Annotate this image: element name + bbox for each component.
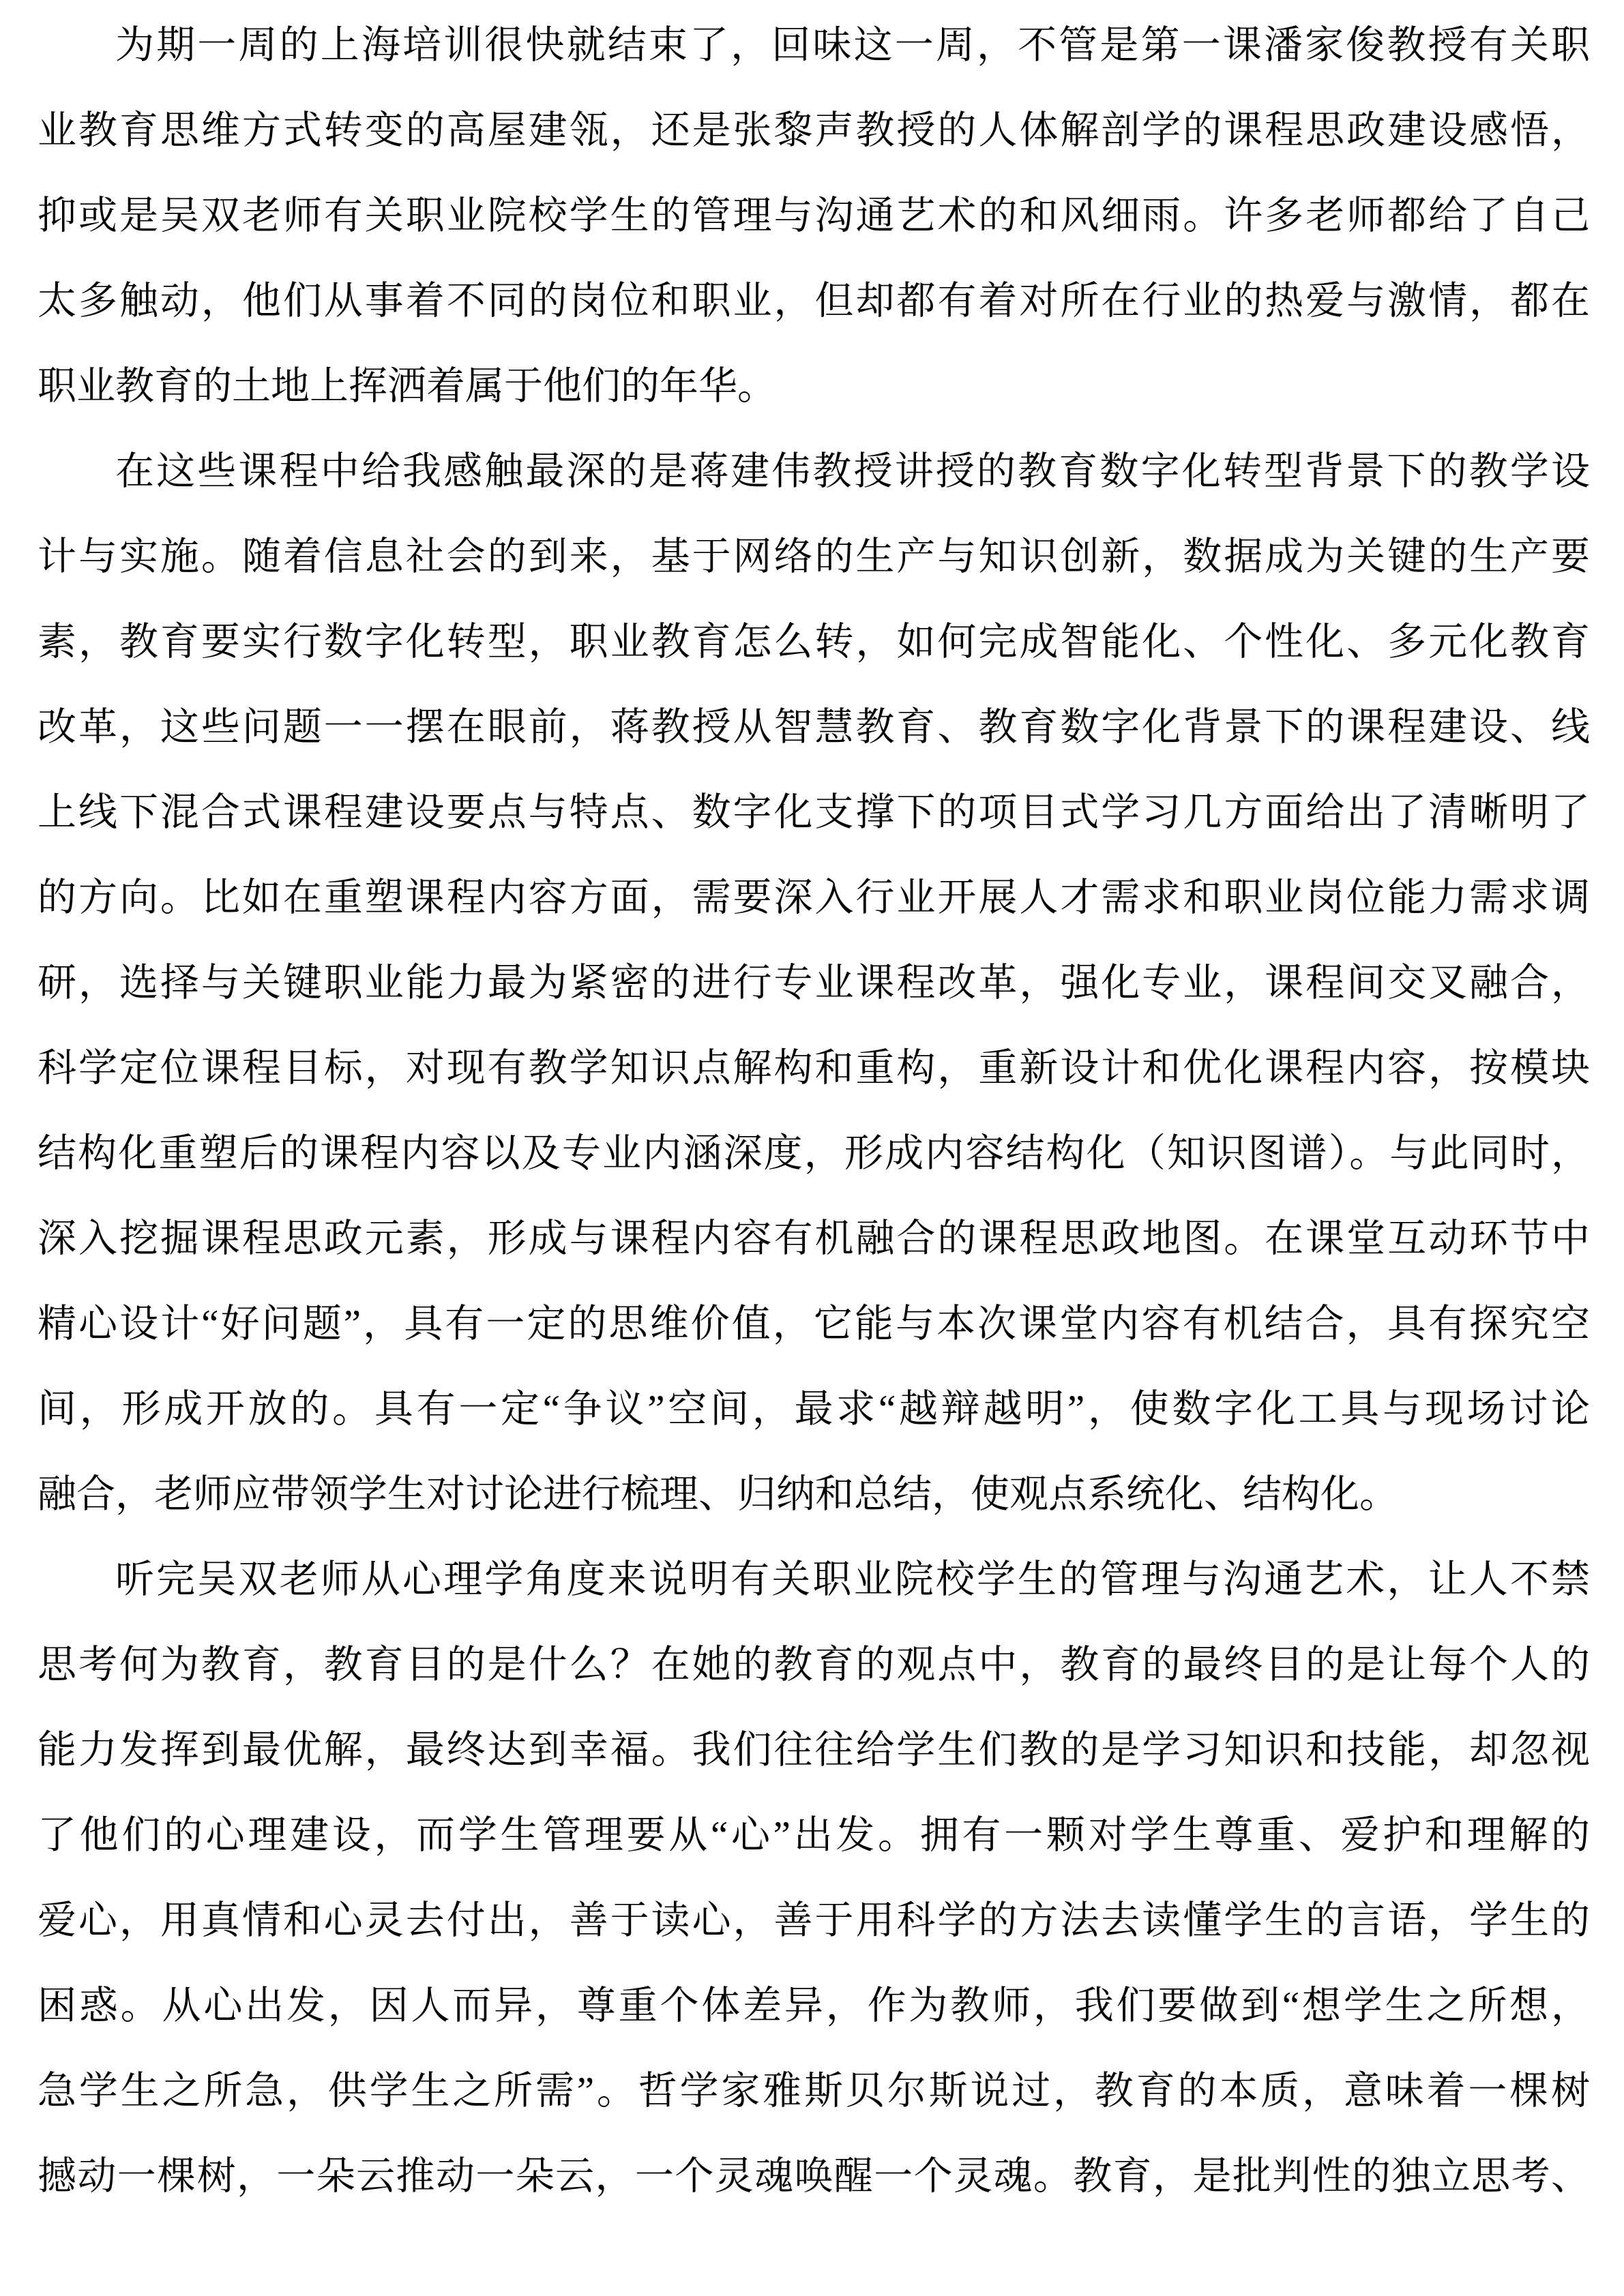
- text-line: 的方向。比如在重塑课程内容方面，需要深入行业开展人才需求和职业岗位能力需求调: [38, 876, 1590, 919]
- paragraph-1: [38, 3, 1590, 429]
- text-line: 撼动一棵树，一朵云推动一朵云，一个灵魂唤醒一个灵魂。教育，是批判性的独立思考、: [38, 2155, 1590, 2198]
- text-line: 计与实施。随着信息社会的到来，基于网络的生产与知识创新，数据成为关键的生产要: [38, 535, 1590, 578]
- text-line: 抑或是吴双老师有关职业院校学生的管理与沟通艺术的和风细雨。许多老师都给了自己: [38, 194, 1590, 237]
- text-line: 听完吴双老师从心理学角度来说明有关职业院校学生的管理与沟通艺术，让人不禁: [115, 1558, 1590, 1601]
- text-line: 在这些课程中给我感触最深的是蒋建伟教授讲授的教育数字化转型背景下的教学设: [115, 450, 1590, 493]
- text-line: 研，选择与关键职业能力最为紧密的进行专业课程改革，强化专业，课程间交叉融合，: [38, 961, 1590, 1004]
- text-line: 急学生之所急，供学生之所需”。哲学家雅斯贝尔斯说过，教育的本质，意味着一棵树: [38, 2070, 1590, 2113]
- text-line: 素，教育要实行数字化转型，职业教育怎么转，如何完成智能化、个性化、多元化教育: [38, 621, 1590, 664]
- text-line: 结构化重塑后的课程内容以及专业内涵深度，形成内容结构化（知识图谱）。与此同时，: [38, 1132, 1590, 1175]
- text-line: 科学定位课程目标，对现有教学知识点解构和重构，重新设计和优化课程内容，按模块: [38, 1047, 1590, 1090]
- paragraph-3: [38, 1537, 1590, 2219]
- text-line: 了他们的心理建设，而学生管理要从“心”出发。拥有一颗对学生尊重、爱护和理解的: [38, 1814, 1590, 1857]
- text-line: 困惑。从心出发，因人而异，尊重个体差异，作为教师，我们要做到“想学生之所想，: [38, 1984, 1590, 2027]
- text-line: 职业教育的土地上挥洒着属于他们的年华。: [38, 365, 776, 408]
- text-line: 能力发挥到最优解，最终达到幸福。我们往往给学生们教的是学习知识和技能，却忽视: [38, 1729, 1590, 1772]
- text-line: 上线下混合式课程建设要点与特点、数字化支撑下的项目式学习几方面给出了清晰明了: [38, 791, 1590, 834]
- text-line: 改革，这些问题一一摆在眼前，蒋教授从智慧教育、教育数字化背景下的课程建设、线: [38, 706, 1590, 749]
- text-line: 深入挖掘课程思政元素，形成与课程内容有机融合的课程思政地图。在课堂互动环节中: [38, 1217, 1590, 1260]
- text-line: 融合，老师应带领学生对讨论进行梳理、归纳和总结，使观点系统化、结构化。: [38, 1473, 1398, 1516]
- text-line: 间，形成开放的。具有一定“争议”空间，最求“越辩越明”，使数字化工具与现场讨论: [38, 1388, 1590, 1431]
- text-line: 业教育思维方式转变的高屋建瓴，还是张黎声教授的人体解剖学的课程思政建设感悟，: [38, 109, 1590, 152]
- text-line: 爱心，用真情和心灵去付出，善于读心，善于用科学的方法去读懂学生的言语，学生的: [38, 1899, 1590, 1942]
- text-line: 精心设计“好问题”，具有一定的思维价值，它能与本次课堂内容有机结合，具有探究空: [38, 1302, 1590, 1345]
- paragraph-2: [38, 429, 1590, 1537]
- text-line: 为期一周的上海培训很快就结束了，回味这一周，不管是第一课潘家俊教授有关职: [115, 24, 1590, 67]
- text-line: 太多触动，他们从事着不同的岗位和职业，但却都有着对所在行业的热爱与激情，都在: [38, 280, 1590, 323]
- text-line: 思考何为教育，教育目的是什么？在她的教育的观点中，教育的最终目的是让每个人的: [38, 1643, 1590, 1686]
